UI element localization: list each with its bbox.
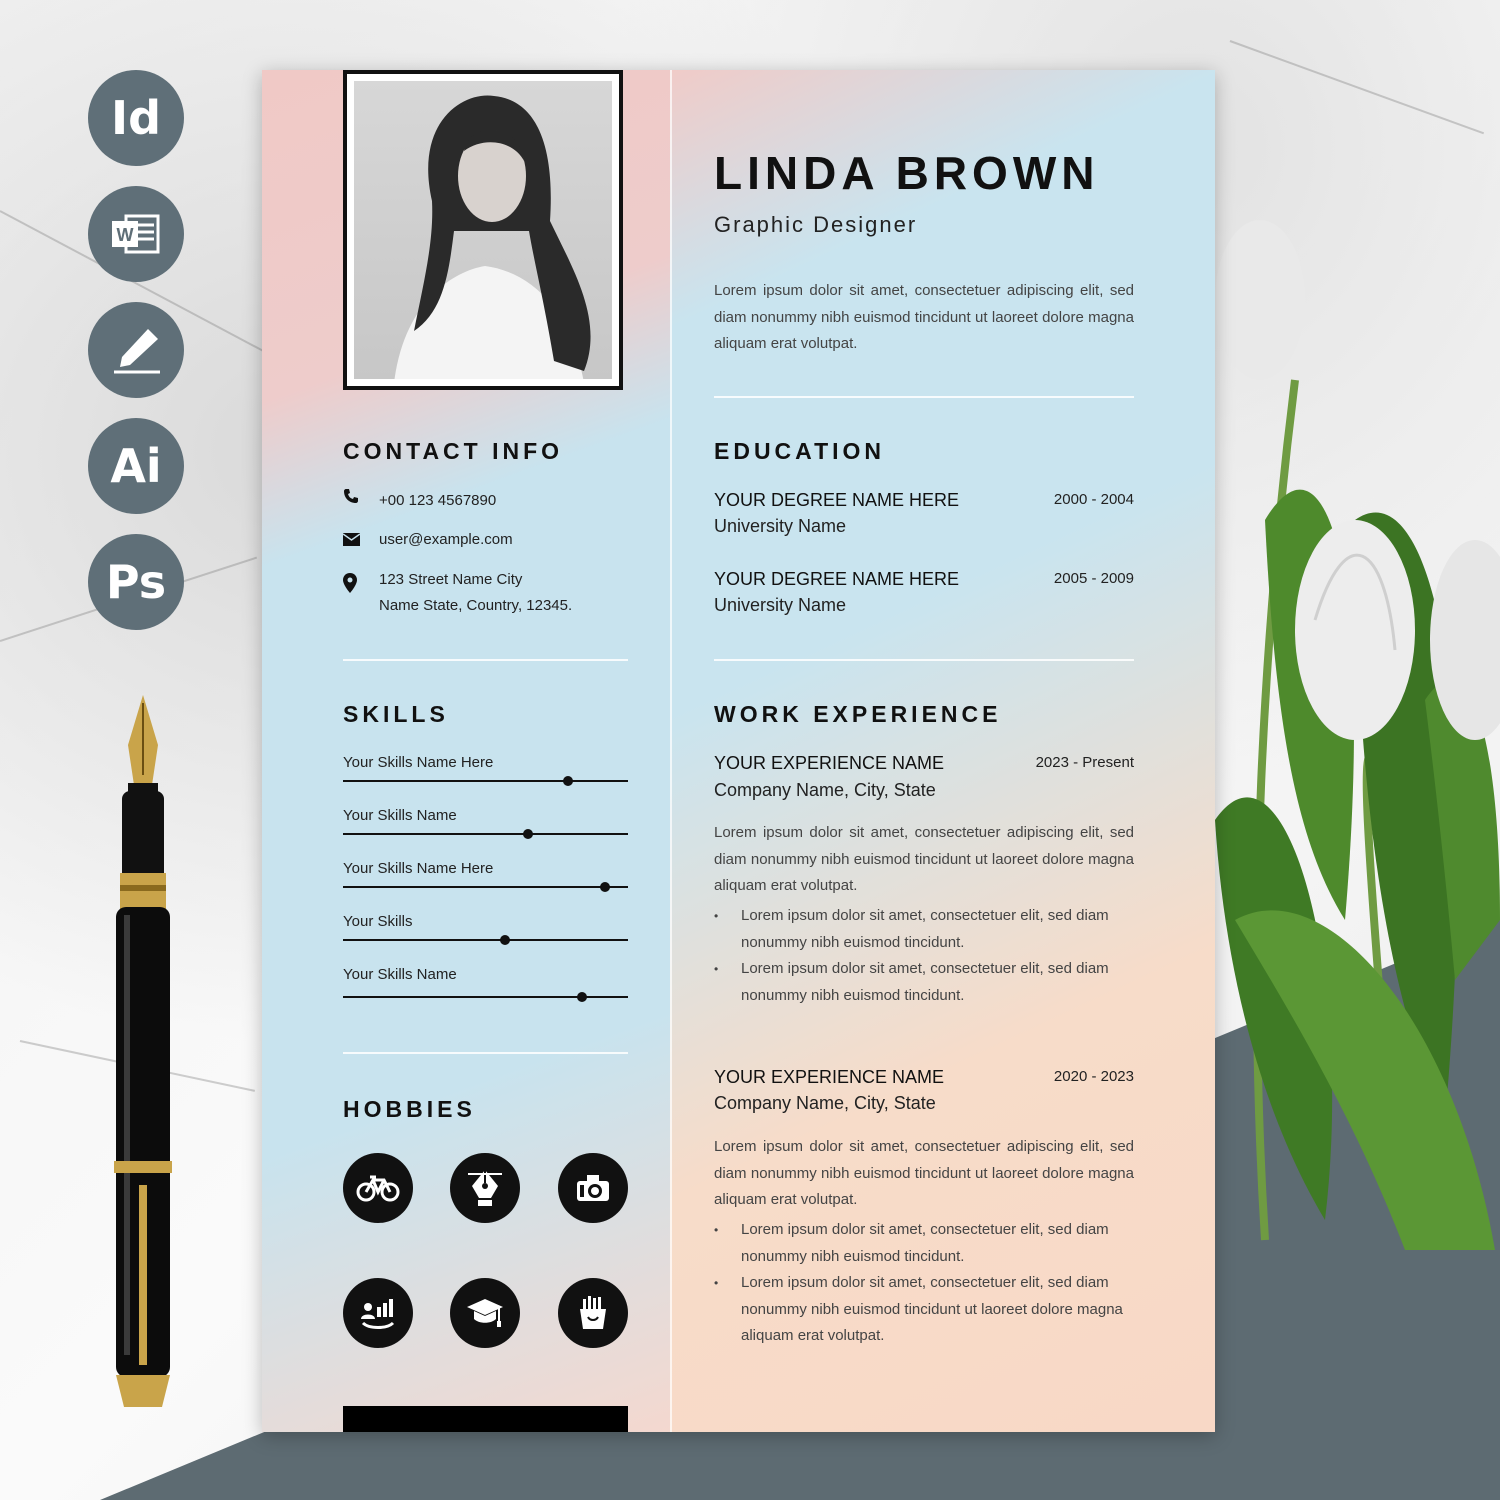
phone-link[interactable]: +00 123 4567890 bbox=[379, 492, 497, 509]
graduation-cap-icon bbox=[450, 1278, 520, 1348]
photoshop-icon: Ps bbox=[88, 534, 184, 630]
contact-heading: CONTACT INFO bbox=[343, 438, 564, 464]
skill-name: Your Skills Name bbox=[343, 807, 457, 824]
skill-item bbox=[343, 966, 628, 983]
address-text bbox=[379, 567, 572, 619]
bullet-item: • Lorem ipsum dolor sit amet, consectetuer elit, sed diam nonummy nibh euismod tincidunt. bbox=[714, 1217, 1134, 1270]
degree-name: YOUR DEGREE NAME HERE bbox=[714, 490, 960, 510]
skill-item bbox=[343, 807, 628, 824]
bicycle-icon bbox=[343, 1153, 413, 1223]
pen-nib-icon bbox=[450, 1153, 520, 1223]
bullet-item: • Lorem ipsum dolor sit amet, consectetuer elit, sed diam nonummy nibh euismod tincidunt. bbox=[714, 903, 1134, 956]
phone-icon bbox=[343, 488, 379, 508]
profile-photo bbox=[343, 70, 623, 390]
marble-vein bbox=[1230, 40, 1484, 134]
pen-tool-icon bbox=[88, 302, 184, 398]
bullet-item: • Lorem ipsum dolor sit amet, consectetuer elit, sed diam nonummy nibh euismod tincidunt ut laoreet dolore magna aliquam erat volutpat. bbox=[714, 1270, 1134, 1350]
footer-bar bbox=[343, 1406, 628, 1432]
company-name: Company Name, City, State bbox=[714, 780, 936, 800]
fries-icon bbox=[558, 1278, 628, 1348]
candidate-name: LINDA BROWN bbox=[714, 147, 1100, 199]
experience-heading: WORK EXPERIENCE bbox=[714, 701, 1002, 727]
envelope-icon bbox=[343, 527, 379, 550]
education-years: 2000 - 2004 bbox=[1053, 491, 1134, 508]
address-line-2: Name State, Country, 12345. bbox=[379, 597, 573, 614]
fountain-pen-image bbox=[108, 695, 178, 1415]
skill-track bbox=[343, 833, 628, 835]
skill-track bbox=[343, 939, 628, 941]
profile-photo-image bbox=[354, 81, 612, 379]
location-pin-icon bbox=[343, 567, 379, 597]
candidate-title: Graphic Designer bbox=[714, 212, 918, 237]
experience-years: 2023 - Present bbox=[1035, 754, 1134, 771]
resume-page bbox=[262, 70, 1215, 1432]
section-divider bbox=[343, 1052, 628, 1054]
section-divider bbox=[343, 659, 628, 661]
experience-bullets bbox=[714, 1217, 1134, 1350]
indesign-icon: Id bbox=[88, 70, 184, 166]
svg-text:W: W bbox=[116, 225, 134, 245]
skills-heading: SKILLS bbox=[343, 701, 449, 727]
section-divider bbox=[714, 659, 1134, 661]
profile-summary: Lorem ipsum dolor sit amet, consectetuer adipiscing elit, sed diam nonummy nibh euismod tincidunt ut laoreet dolore magna aliquam erat volutpat. bbox=[714, 282, 1134, 352]
university-name: University Name bbox=[714, 595, 847, 615]
skill-track bbox=[343, 780, 628, 782]
skill-item bbox=[343, 754, 628, 771]
tulips-image bbox=[1205, 220, 1500, 1250]
analytics-icon bbox=[343, 1278, 413, 1348]
experience-years: 2020 - 2023 bbox=[1053, 1068, 1134, 1085]
experience-description: Lorem ipsum dolor sit amet, consectetuer adipiscing elit, sed diam nonummy nibh euismod tincidunt ut laoreet dolore magna aliquam erat volutpat. bbox=[714, 824, 1134, 894]
email-link[interactable]: user@example.com bbox=[379, 531, 513, 548]
experience-title: YOUR EXPERIENCE NAME bbox=[714, 1067, 945, 1087]
skill-name: Your Skills bbox=[343, 913, 413, 930]
degree-name: YOUR DEGREE NAME HERE bbox=[714, 569, 960, 589]
university-name: University Name bbox=[714, 516, 847, 536]
skill-name: Your Skills Name bbox=[343, 966, 457, 983]
education-years: 2005 - 2009 bbox=[1053, 570, 1134, 587]
contact-address bbox=[343, 567, 572, 619]
education-heading: EDUCATION bbox=[714, 438, 886, 464]
camera-icon bbox=[558, 1153, 628, 1223]
address-line-1: 123 Street Name City bbox=[379, 571, 523, 588]
experience-title: YOUR EXPERIENCE NAME bbox=[714, 753, 945, 773]
section-divider bbox=[714, 396, 1134, 398]
company-name: Company Name, City, State bbox=[714, 1093, 936, 1113]
skill-item bbox=[343, 860, 628, 877]
word-icon bbox=[88, 186, 184, 282]
contact-email bbox=[343, 527, 513, 553]
column-divider bbox=[670, 70, 672, 1432]
experience-description: Lorem ipsum dolor sit amet, consectetuer adipiscing elit, sed diam nonummy nibh euismod tincidunt ut laoreet dolore magna aliquam erat volutpat. bbox=[714, 1138, 1134, 1208]
skill-track bbox=[343, 886, 628, 888]
software-icons bbox=[88, 70, 184, 650]
skill-item bbox=[343, 913, 628, 930]
bullet-item: • Lorem ipsum dolor sit amet, consectetuer elit, sed diam nonummy nibh euismod tincidunt. bbox=[714, 956, 1134, 1009]
contact-phone bbox=[343, 488, 496, 514]
hobbies-heading: HOBBIES bbox=[343, 1096, 476, 1122]
illustrator-icon: Ai bbox=[88, 418, 184, 514]
skill-name: Your Skills Name Here bbox=[343, 754, 494, 771]
skill-name: Your Skills Name Here bbox=[343, 860, 494, 877]
experience-bullets bbox=[714, 903, 1134, 1009]
